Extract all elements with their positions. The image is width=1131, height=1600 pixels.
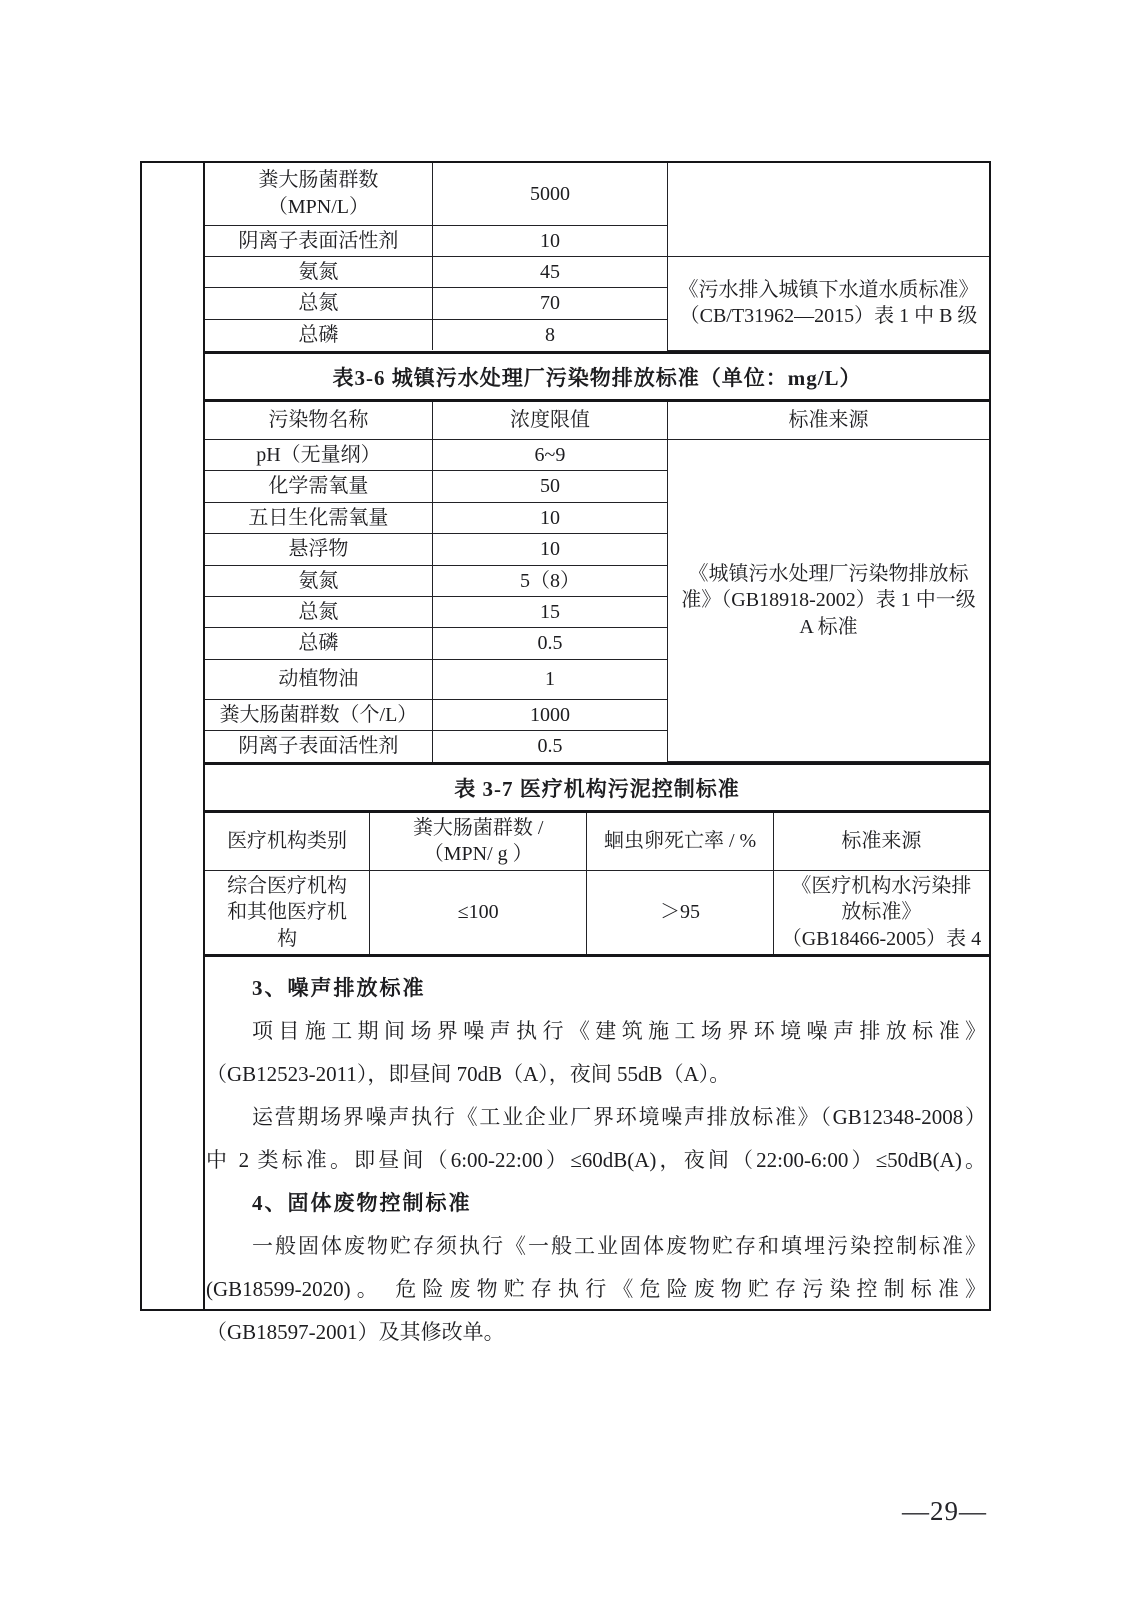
header-pollutant-name: 污染物名称: [205, 402, 432, 440]
cell-line: 《医疗机构水污染排: [791, 874, 972, 897]
form-left-column: [142, 163, 205, 1309]
cell-limit: 0.5: [432, 731, 667, 762]
cell-ascaris-limit: ＞95: [587, 870, 774, 955]
cell-pollutant: 化学需氧量: [205, 471, 432, 502]
cell-limit: 6~9: [432, 440, 667, 471]
cell-pollutant: 粪大肠菌群数（个/L）: [205, 699, 432, 730]
solid-waste-paragraph-line: (GB18599-2020)。 危险废物贮存执行《危险废物贮存污染控制标准》: [206, 1277, 986, 1302]
cell-empty: [668, 163, 989, 256]
noise-paragraph-line: 运营期场界噪声执行《工业企业厂界环境噪声排放标准》（GB12348-2008）: [252, 1105, 986, 1130]
cell-pollutant: 总磷: [205, 628, 432, 659]
cell-standard-source: [668, 440, 989, 762]
header-ascaris-mortality: 蛔虫卵死亡率 / %: [587, 813, 774, 870]
cell-pollutant: 阴离子表面活性剂: [205, 225, 432, 256]
cell-limit: 10: [432, 225, 667, 256]
form-content: [205, 163, 989, 1345]
solid-waste-heading: 4、固体废物控制标准: [252, 1191, 472, 1216]
cell-limit: 1000: [432, 699, 667, 730]
cell-limit: 5000: [432, 163, 667, 225]
cell-standard-source: [668, 256, 989, 350]
cell-pollutant: 氨氮: [205, 565, 432, 596]
urban-wwtp-standards-table: [205, 402, 989, 763]
cell-limit: 50: [432, 471, 667, 502]
cell-line: 和其他医疗机: [227, 901, 348, 924]
header-institution-type: 医疗机构类别: [205, 813, 370, 870]
standards-text-block: [205, 957, 989, 1354]
solid-waste-paragraph-line: 一般固体废物贮存须执行《一般工业固体废物贮存和填埋污染控制标准》: [252, 1234, 986, 1259]
cell-limit: 45: [432, 256, 667, 287]
sewer-standards-table: [205, 163, 989, 351]
cell-limit: 10: [432, 534, 667, 565]
table-3-6-title: 表3-6 城镇污水处理厂污染物排放标准（单位：mg/L）: [205, 351, 989, 402]
cell-pollutant: 动植物油: [205, 659, 432, 699]
header-fecal-coliform: [370, 813, 587, 870]
cell-limit: 10: [432, 502, 667, 533]
cell-standard-source: [773, 870, 989, 955]
cell-line: 《污水排入城镇下水道水质标准》: [678, 278, 979, 301]
cell-limit: 5（8）: [432, 565, 667, 596]
header-standard-source: 标准来源: [668, 402, 989, 440]
form-frame: [140, 161, 991, 1345]
cell-limit: 70: [432, 288, 667, 319]
cell-line: 准》（GB18918-2002）表 1 中一级: [681, 589, 976, 612]
medical-sludge-standards-table: [205, 813, 989, 957]
header-concentration-limit: 浓度限值: [432, 402, 667, 440]
cell-line: （CB/T31962—2015）表 1 中 B 级: [679, 305, 978, 328]
cell-line: （MPN/ g ）: [423, 843, 533, 866]
cell-limit: 15: [432, 597, 667, 628]
noise-paragraph-line: 项目施工期间场界噪声执行《建筑施工场界环境噪声排放标准》: [252, 1019, 986, 1044]
cell-line: A 标准: [799, 615, 858, 638]
page-number: —29—: [902, 1496, 987, 1526]
header-standard-source: 标准来源: [773, 813, 989, 870]
noise-paragraph-line: 中 2 类标准。即昼间（6:00-22:00）≤60dB(A)，夜间（22:00-6:00）≤50dB(A)。: [206, 1148, 986, 1173]
cell-pollutant: 五日生化需氧量: [205, 502, 432, 533]
cell-coliform-limit: ≤100: [370, 870, 587, 955]
solid-waste-paragraph-line: （GB18597-2001）及其修改单。: [206, 1320, 505, 1345]
cell-line: 放标准》: [841, 901, 922, 924]
cell-pollutant: 阴离子表面活性剂: [205, 731, 432, 762]
cell-line: 《城镇污水处理厂污染物排放标: [688, 562, 969, 585]
cell-line: （GB18466-2005）表 4: [781, 927, 982, 950]
cell-pollutant: 悬浮物: [205, 534, 432, 565]
cell-pollutant: 总磷: [205, 319, 432, 350]
cell-pollutant: [205, 163, 432, 225]
noise-standard-heading: 3、噪声排放标准: [252, 976, 426, 1001]
cell-limit: 1: [432, 659, 667, 699]
cell-line: （MPN/L）: [267, 195, 369, 218]
cell-institution-type: [205, 870, 370, 955]
cell-pollutant: 氨氮: [205, 256, 432, 287]
cell-pollutant: 总氮: [205, 288, 432, 319]
cell-line: 粪大肠菌群数 /: [412, 817, 544, 840]
cell-line: 粪大肠菌群数: [258, 169, 379, 192]
cell-limit: 8: [432, 319, 667, 350]
noise-paragraph-line: （GB12523-2011），即昼间 70dB（A），夜间 55dB（A）。: [206, 1062, 731, 1087]
cell-pollutant: pH（无量纲）: [205, 440, 432, 471]
cell-line: 综合医疗机构: [227, 874, 348, 897]
cell-line: 构: [277, 927, 298, 950]
table-3-7-title: 表 3-7 医疗机构污泥控制标准: [205, 762, 989, 813]
cell-pollutant: 总氮: [205, 597, 432, 628]
cell-limit: 0.5: [432, 628, 667, 659]
